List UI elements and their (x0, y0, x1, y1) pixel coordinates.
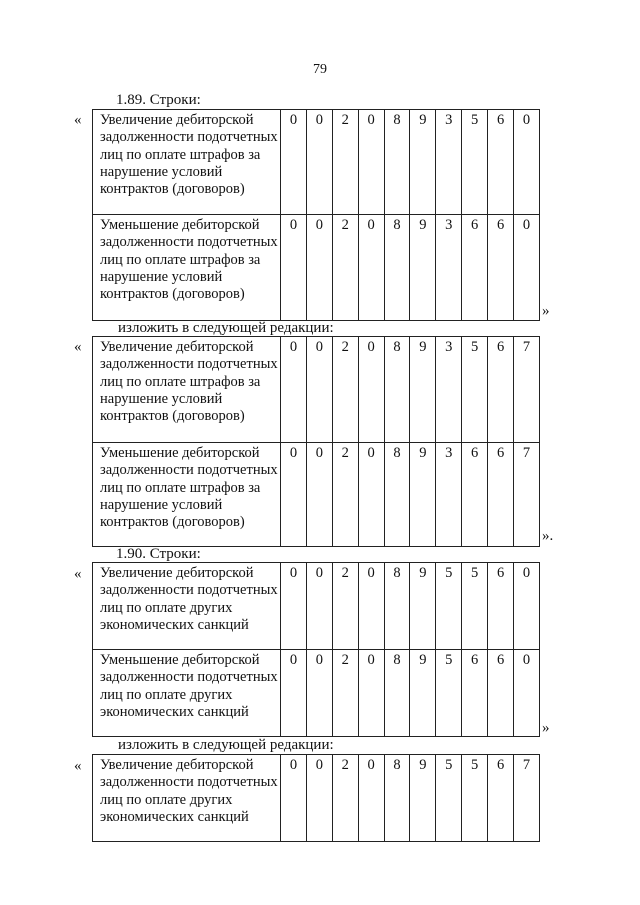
code-digit: 0 (281, 110, 307, 215)
code-digit: 6 (488, 563, 514, 650)
code-digit: 2 (332, 650, 358, 737)
code-digit: 3 (436, 215, 462, 321)
code-digit: 2 (332, 337, 358, 443)
code-digit: 9 (410, 755, 436, 842)
code-digit: 0 (281, 215, 307, 321)
code-digit: 6 (488, 215, 514, 321)
close-quote: » (542, 303, 550, 319)
code-digit: 0 (358, 443, 384, 547)
table-row (93, 755, 540, 842)
code-digit: 9 (410, 650, 436, 737)
page-number: 79 (313, 62, 327, 77)
code-digit: 6 (462, 215, 488, 321)
code-digit: 0 (281, 755, 307, 842)
code-digit: 8 (384, 215, 410, 321)
code-table-1-90-new (92, 754, 540, 842)
code-digit: 0 (358, 650, 384, 737)
row-description: Увеличение дебиторской задолженности подотчетных лиц по оплате других экономических санкций (93, 563, 281, 650)
code-digit: 0 (306, 650, 332, 737)
code-table-1-90-old (92, 562, 540, 737)
close-quote: ». (542, 528, 554, 544)
code-digit: 9 (410, 563, 436, 650)
section-heading-1-89: 1.89. Строки: (116, 92, 201, 108)
code-digit: 5 (462, 337, 488, 443)
row-description: Уменьшение дебиторской задолженности подотчетных лиц по оплате штрафов за нарушение условий контрактов (договоров) (93, 215, 281, 321)
row-description: Увеличение дебиторской задолженности подотчетных лиц по оплате других экономических санкций (93, 755, 281, 842)
code-digit: 5 (436, 755, 462, 842)
code-digit: 3 (436, 110, 462, 215)
code-digit: 0 (358, 755, 384, 842)
code-digit: 6 (462, 650, 488, 737)
code-digit: 2 (332, 443, 358, 547)
code-digit: 5 (462, 563, 488, 650)
section-heading-1-90: 1.90. Строки: (116, 546, 201, 562)
code-digit: 5 (436, 563, 462, 650)
code-digit: 2 (332, 110, 358, 215)
code-digit: 9 (410, 337, 436, 443)
code-digit: 8 (384, 563, 410, 650)
code-digit: 2 (332, 563, 358, 650)
code-digit: 6 (488, 110, 514, 215)
code-digit: 2 (332, 755, 358, 842)
open-quote: « (74, 112, 82, 128)
code-digit: 7 (514, 443, 540, 547)
code-digit: 0 (306, 110, 332, 215)
code-digit: 0 (306, 755, 332, 842)
code-table-1-89-old (92, 109, 540, 321)
code-digit: 8 (384, 110, 410, 215)
code-digit: 8 (384, 650, 410, 737)
code-digit: 0 (358, 563, 384, 650)
row-description: Уменьшение дебиторской задолженности подотчетных лиц по оплате штрафов за нарушение условий контрактов (договоров) (93, 443, 281, 547)
code-table-1-89-new (92, 336, 540, 547)
code-digit: 9 (410, 443, 436, 547)
code-digit: 0 (358, 110, 384, 215)
code-digit: 5 (462, 755, 488, 842)
open-quote: « (74, 758, 82, 774)
code-digit: 0 (281, 650, 307, 737)
table-row (93, 337, 540, 443)
code-digit: 3 (436, 443, 462, 547)
close-quote: » (542, 720, 550, 736)
code-digit: 7 (514, 755, 540, 842)
code-digit: 6 (488, 443, 514, 547)
code-digit: 6 (462, 443, 488, 547)
row-description: Уменьшение дебиторской задолженности подотчетных лиц по оплате других экономических санкций (93, 650, 281, 737)
code-digit: 0 (281, 563, 307, 650)
code-digit: 0 (514, 650, 540, 737)
code-digit: 0 (358, 215, 384, 321)
code-digit: 8 (384, 337, 410, 443)
code-digit: 9 (410, 110, 436, 215)
code-digit: 0 (281, 337, 307, 443)
code-digit: 6 (488, 337, 514, 443)
table-row (93, 650, 540, 737)
code-digit: 0 (281, 443, 307, 547)
table-row (93, 443, 540, 547)
code-digit: 3 (436, 337, 462, 443)
code-digit: 8 (384, 755, 410, 842)
code-digit: 5 (436, 650, 462, 737)
open-quote: « (74, 566, 82, 582)
code-digit: 0 (514, 215, 540, 321)
code-digit: 8 (384, 443, 410, 547)
code-digit: 0 (358, 337, 384, 443)
code-digit: 9 (410, 215, 436, 321)
instruction-text: изложить в следующей редакции: (118, 320, 334, 336)
code-digit: 0 (306, 337, 332, 443)
table-row (93, 563, 540, 650)
code-digit: 7 (514, 337, 540, 443)
instruction-text: изложить в следующей редакции: (118, 737, 334, 753)
code-digit: 6 (488, 755, 514, 842)
open-quote: « (74, 339, 82, 355)
table-row (93, 215, 540, 321)
code-digit: 6 (488, 650, 514, 737)
code-digit: 5 (462, 110, 488, 215)
table-row (93, 110, 540, 215)
code-digit: 0 (514, 563, 540, 650)
row-description: Увеличение дебиторской задолженности подотчетных лиц по оплате штрафов за нарушение условий контрактов (договоров) (93, 337, 281, 443)
code-digit: 0 (306, 563, 332, 650)
code-digit: 0 (306, 443, 332, 547)
code-digit: 0 (514, 110, 540, 215)
row-description: Увеличение дебиторской задолженности подотчетных лиц по оплате штрафов за нарушение условий контрактов (договоров) (93, 110, 281, 215)
code-digit: 2 (332, 215, 358, 321)
code-digit: 0 (306, 215, 332, 321)
